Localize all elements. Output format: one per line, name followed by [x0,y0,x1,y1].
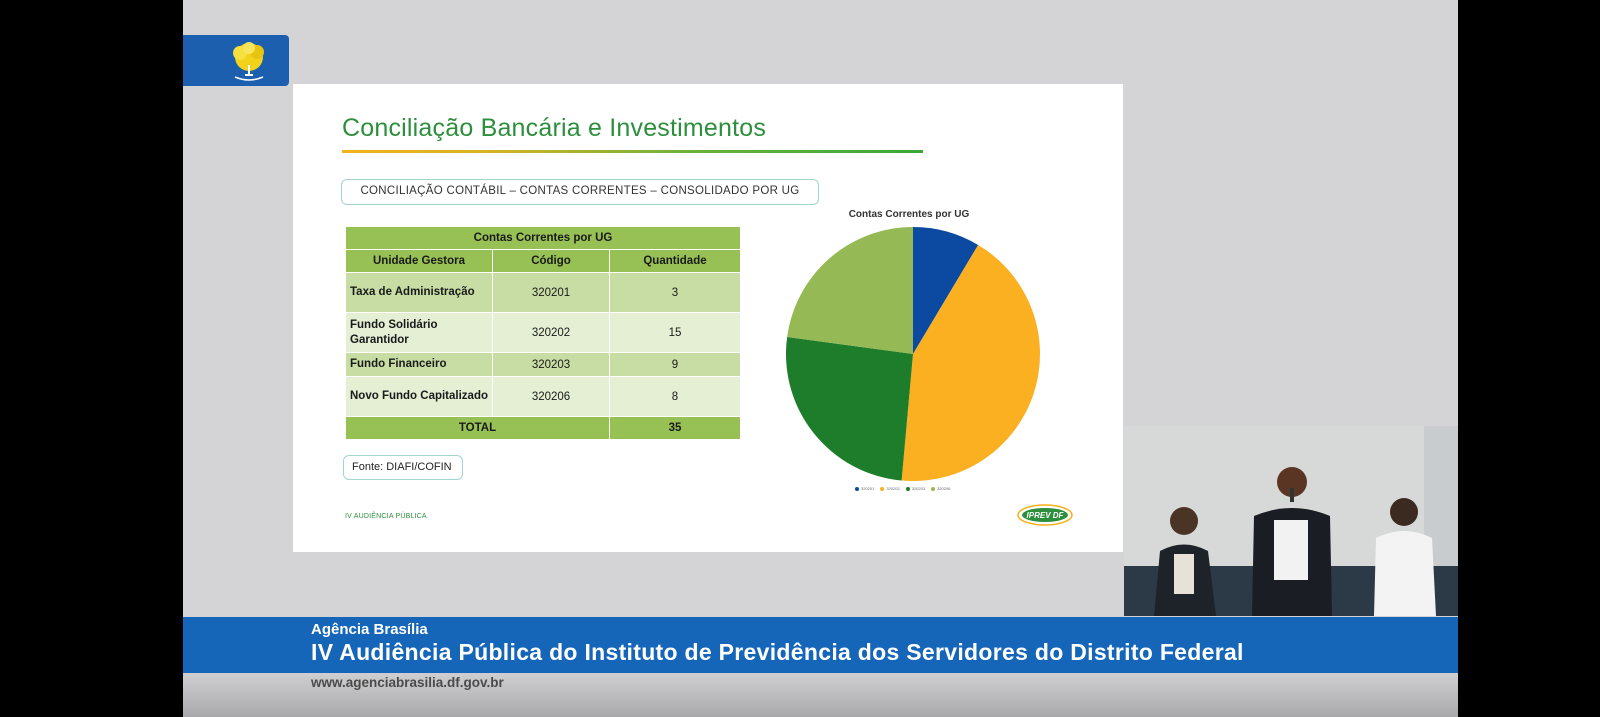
slide-footer: IV AUDIÊNCIA PÚBLICA [345,513,427,520]
slide-title: Conciliação Bancária e Investimentos [342,114,767,142]
total-value: 35 [610,417,741,440]
row-qty: 9 [610,353,741,377]
broadcast-headline: IV Audiência Pública do Instituto de Previdência dos Servidores do Distrito Federal [311,639,1244,665]
legend-item [880,486,899,491]
table-caption: Contas Correntes por UG [346,227,741,250]
pie-slice-320203 [786,337,913,481]
row-code: 320201 [493,273,610,313]
row-name: Taxa de Administração [346,273,493,313]
iprev-logo [1017,504,1073,526]
table-row [346,377,741,417]
row-qty: 15 [610,313,741,353]
broadcast-url: www.agenciabrasilia.df.gov.br [311,675,504,690]
total-label: TOTAL [346,417,610,440]
slide-subtitle: CONCILIAÇÃO CONTÁBIL – CONTAS CORRENTES – CONSOLIDADO POR UG [341,179,819,205]
legend-label: 320201 [861,486,875,491]
agency-name: Agência Brasília [311,621,428,638]
speaker-video [1124,426,1458,616]
legend-item [855,486,874,491]
video-stage [183,0,1458,717]
table-total-row [346,417,741,440]
accounts-table [345,226,741,440]
broadcast-banner [183,617,1458,673]
row-code: 320206 [493,377,610,417]
pie-slice-320206 [787,227,913,354]
chart-legend [855,486,950,491]
legend-swatch [880,487,884,491]
legend-item [931,486,950,491]
row-qty: 3 [610,273,741,313]
table-row [346,313,741,353]
row-name: Novo Fundo Capitalizado [346,377,493,417]
table-row [346,353,741,377]
legend-swatch [855,487,859,491]
ipe-tree-icon [227,39,271,83]
pie-chart [783,224,1043,484]
iprev-logo-text: IPREV DF [1026,511,1064,520]
url-bar [183,673,1458,717]
legend-swatch [931,487,935,491]
chart-title: Contas Correntes por UG [848,209,970,220]
legend-label: 320206 [937,486,951,491]
table-row [346,273,741,313]
legend-label: 320202 [886,486,900,491]
legend-item [906,486,925,491]
legend-swatch [906,487,910,491]
table-header: Unidade Gestora [346,250,493,273]
source-note: Fonte: DIAFI/COFIN [343,455,463,480]
table-header: Código [493,250,610,273]
row-code: 320202 [493,313,610,353]
table-header: Quantidade [610,250,741,273]
row-name: Fundo Financeiro [346,353,493,377]
presentation-slide [293,84,1123,552]
row-name: Fundo Solidário Garantidor [346,313,493,353]
channel-logo [183,35,289,86]
title-underline [342,150,923,153]
row-code: 320203 [493,353,610,377]
legend-label: 320203 [911,486,926,491]
row-qty: 8 [610,377,741,417]
